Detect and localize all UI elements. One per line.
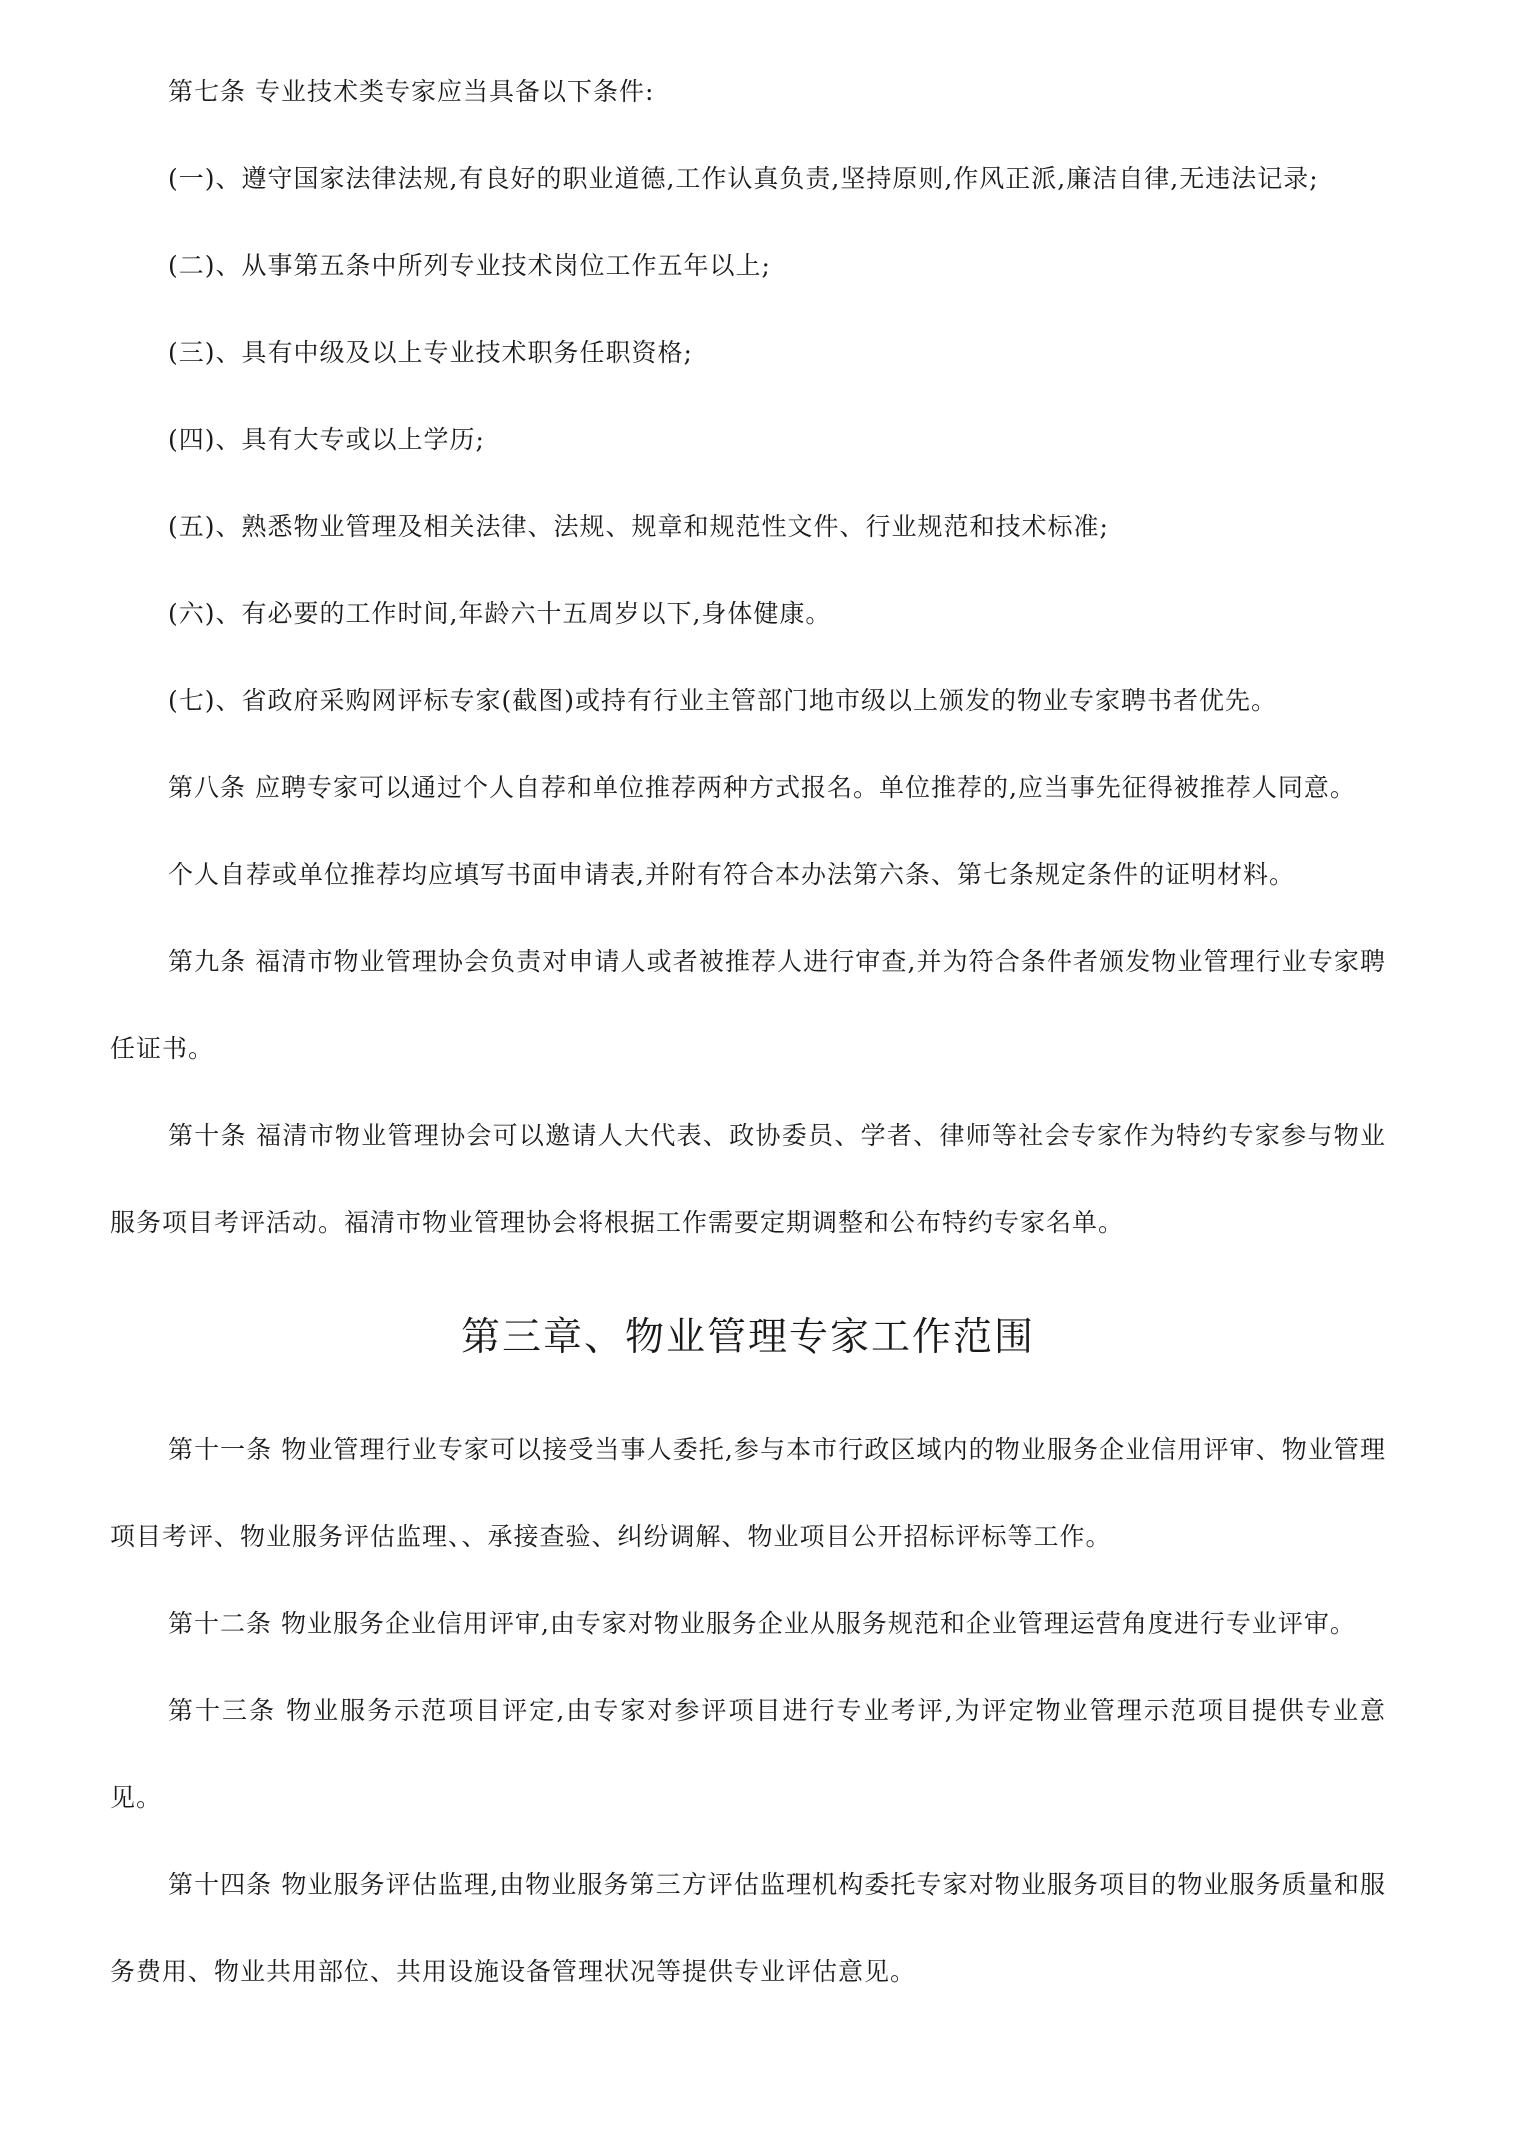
article-8: 第八条 应聘专家可以通过个人自荐和单位推荐两种方式报名。单位推荐的,应当事先征得被推荐人同意。 xyxy=(168,773,1356,802)
article-8-note: 个人自荐或单位推荐均应填写书面申请表,并附有符合本办法第六条、第七条规定条件的证明材料。 xyxy=(168,860,1295,889)
article-7-item-5: (五)、熟悉物业管理及相关法律、法规、规章和规范性文件、行业规范和技术标准; xyxy=(168,512,1109,541)
chapter-title: 第三章、物业管理专家工作范围 xyxy=(460,1315,1035,1360)
article-7-item-6: (六)、有必要的工作时间,年龄六十五周岁以下,身体健康。 xyxy=(168,599,832,628)
article-7-item-1: (一)、遵守国家法律法规,有良好的职业道德,工作认真负责,坚持原则,作风正派,廉洁自律,无违法记录; xyxy=(168,164,1319,193)
article-13: 第十三条 物业服务示范项目评定,由专家对参评项目进行专业考评,为评定物业管理示范项目提供专业意见。 xyxy=(110,1696,1386,1812)
article-7-item-7: (七)、省政府采购网评标专家(截图)或持有行业主管部门地市级以上颁发的物业专家聘书者优先。 xyxy=(168,686,1278,715)
article-14: 第十四条 物业服务评估监理,由物业服务第三方评估监理机构委托专家对物业服务项目的物业服务质量和服务费用、物业共用部位、共用设施设备管理状况等提供专业评估意见。 xyxy=(110,1870,1386,1986)
article-7-item-3: (三)、具有中级及以上专业技术职务任职资格; xyxy=(168,338,693,367)
article-10: 第十条 福清市物业管理协会可以邀请人大代表、政协委员、学者、律师等社会专家作为特约专家参与物业服务项目考评活动。福清市物业管理协会将根据工作需要定期调整和公布特约专家名单。 xyxy=(110,1121,1386,1237)
article-11: 第十一条 物业管理行业专家可以接受当事人委托,参与本市行政区域内的物业服务企业信用评审、物业管理项目考评、物业服务评估监理、、承接查验、纠纷调解、物业项目公开招标评标等工作。 xyxy=(110,1435,1386,1551)
article-7-item-2: (二)、从事第五条中所列专业技术岗位工作五年以上; xyxy=(168,251,771,280)
article-7-heading: 第七条 专业技术类专家应当具备以下条件: xyxy=(168,77,655,106)
article-12: 第十二条 物业服务企业信用评审,由专家对物业服务企业从服务规范和企业管理运营角度进行专业评审。 xyxy=(168,1609,1356,1638)
article-9: 第九条 福清市物业管理协会负责对申请人或者被推荐人进行审查,并为符合条件者颁发物业管理行业专家聘任证书。 xyxy=(110,947,1386,1063)
article-7-item-4: (四)、具有大专或以上学历; xyxy=(168,425,485,454)
